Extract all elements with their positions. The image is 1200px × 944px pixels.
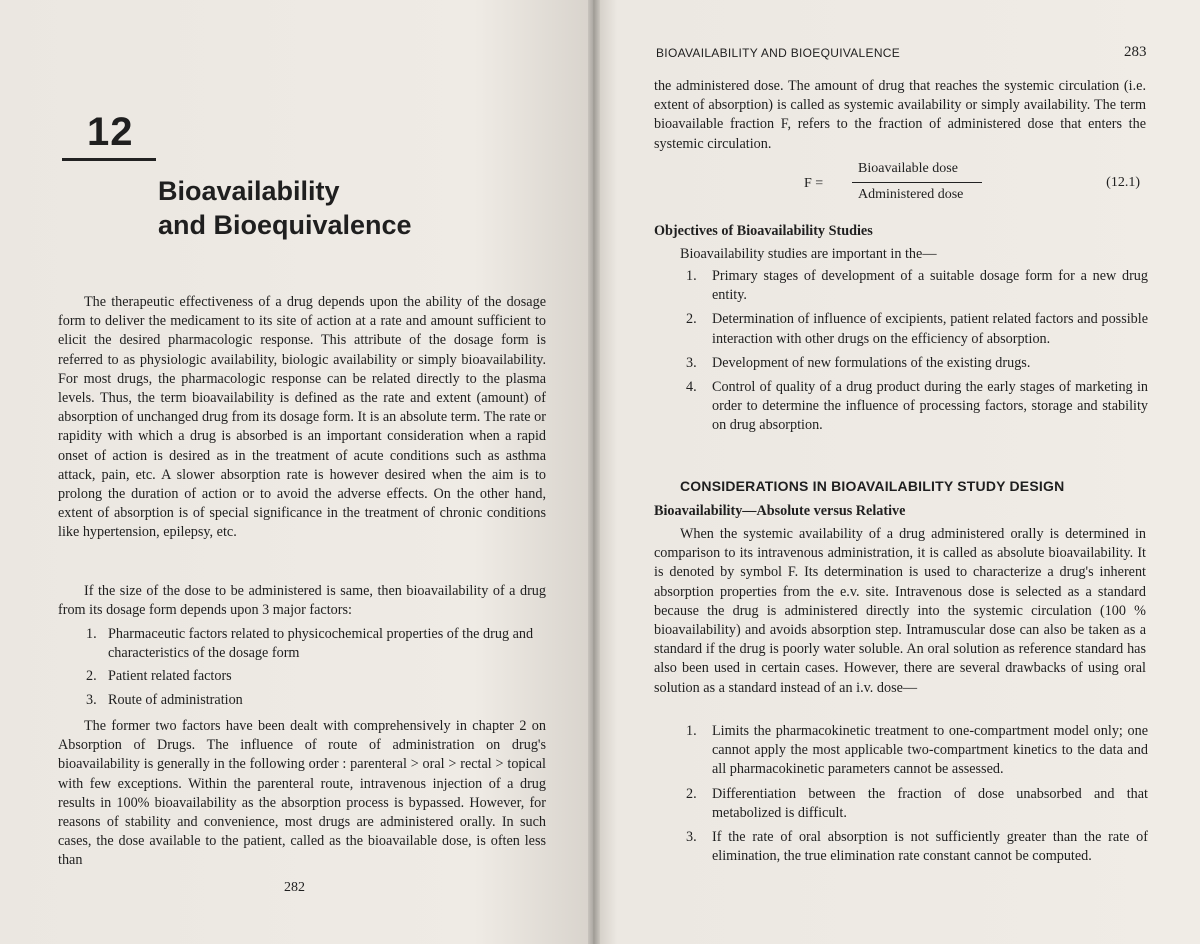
route-paragraph: The former two factors have been dealt with comprehensively in chapter 2 on Absorption of Drugs. The influence of route of administration on drug's bioavailability is generally in the following order : parenteral > oral > rectal > topical with few exceptions. Within the parenteral route, intravenous injection of a drug results in 100% bioavailability as the absorption process is bypassed. However, for reasons of stability and convenience, most drugs are administered orally. In such cases, the dose available to the patient, called as the bioavailable dose, is often less than	[58, 718, 546, 869]
chapter-rule	[62, 158, 156, 161]
running-head: BIOAVAILABILITY AND BIOEQUIVALENCE	[656, 46, 901, 60]
page-number-right: 283	[1124, 44, 1147, 60]
absolute-bioavailability-paragraph: When the systemic availability of a drug administered orally is determined in comparison to its intravenous administration, it is called as absolute bioavailability. It is denoted by symbol F. Its determination is used to characterize a drug's inherent absorption properties from the e.v. site. Intravenous dose is selected as a standard because the drug is administered directly into the systemic circulation (100 % bioavailability) and avoids absorption step. Intramuscular dose can also be taken as a standard if the drug is poorly water soluble. An oral solution as reference standard has also been used in certain cases. However, there are several drawbacks of using oral solution as a standard instead of an i.v. dose—	[654, 526, 1146, 696]
formula-numerator: Bioavailable dose	[858, 161, 958, 176]
intro-paragraph: The therapeutic effectiveness of a drug depends upon the ability of the dosage form to deliver the medicament to its site of action at a rate and amount sufficient to elicit the desired pharmacologic response. This attribute of the dosage form is referred to as physiologic availability, biologic availability or simply bioavailability. For most drugs, the pharmacologic response can be related directly to the plasma levels. Thus, the term bioavailability is defined as the rate and extent (amount) of absorption of unchanged drug from its dosage form. It is an absolute term. The rate or rapidity with which a drug is absorbed is an important consideration when a rapid onset of action is desired as in the treatment of acute conditions such as asthma attack, pain, etc. A slower absorption rate is however desired when the aim is to prolong the duration of action or to avoid the adverse effects. On the other hand, extent of absorption is of special significance in the treatment of chronic conditions like hypertension, epilepsy, etc.	[58, 294, 546, 541]
chapter-title	[158, 174, 412, 242]
list-item: 1. Pharmaceutic factors related to physicochemical properties of the drug and characteristics of the dosage form	[86, 626, 534, 662]
section-heading: CONSIDERATIONS IN BIOAVAILABILITY STUDY DESIGN	[680, 478, 1065, 494]
list-item: 1. Primary stages of development of a suitable dosage form for a new drug entity.	[686, 268, 1148, 304]
formula-lhs: F =	[804, 176, 824, 191]
list-item: 2. Differentiation between the fraction of dose unabsorbed and that metabolized is difficult.	[686, 785, 1148, 821]
list-item: 2. Determination of influence of excipients, patient related factors and possible interaction with other drugs on the efficiency of absorption.	[686, 311, 1148, 347]
subheading: Bioavailability—Absolute versus Relative	[654, 503, 906, 519]
list-item: 3. If the rate of oral absorption is not sufficiently greater than the rate of elimination, the true elimination rate constant cannot be computed.	[686, 829, 1148, 865]
factors-list	[86, 625, 546, 714]
objectives-heading: Objectives of Bioavailability Studies	[654, 223, 873, 239]
chapter-number: 12	[87, 110, 134, 154]
objectives-intro: Bioavailability studies are important in the—	[680, 246, 937, 262]
chapter-title-line1: Bioavailability	[158, 176, 340, 206]
book-gutter	[588, 0, 600, 944]
chapter-title-line2: and Bioequivalence	[158, 210, 412, 240]
equation-number: (12.1)	[1106, 175, 1140, 190]
list-item: 2. Patient related factors	[86, 668, 232, 685]
availability-paragraph: the administered dose. The amount of drug that reaches the systemic circulation (i.e. extent of absorption) is called as systemic availability or simply availability. The term bioavailable fraction F, refers to the fraction of administered dose that enters the systemic circulation.	[654, 78, 1146, 152]
page-number-left: 282	[284, 880, 305, 895]
list-item: 3. Route of administration	[86, 691, 243, 708]
drawbacks-list	[686, 722, 1148, 871]
formula-denominator: Administered dose	[858, 187, 964, 202]
bioavailability-formula	[760, 161, 1150, 209]
left-page	[0, 0, 593, 944]
factors-intro-paragraph: If the size of the dose to be administered is same, then bioavailability of a drug from its dosage form depends upon 3 major factors:	[58, 583, 546, 619]
objectives-list	[686, 267, 1148, 441]
list-item: 4. Control of quality of a drug product during the early stages of marketing in order to determine the influence of processing factors, storage and stability on drug absorption.	[686, 379, 1148, 434]
list-item: 1. Limits the pharmacokinetic treatment to one-compartment model only; one cannot apply the most applicable two-compartment kinetics to the data and all pharmacokinetic parameters cannot be assessed.	[686, 723, 1148, 778]
fraction-bar	[852, 182, 982, 183]
list-item: 3. Development of new formulations of the existing drugs.	[686, 354, 1031, 371]
